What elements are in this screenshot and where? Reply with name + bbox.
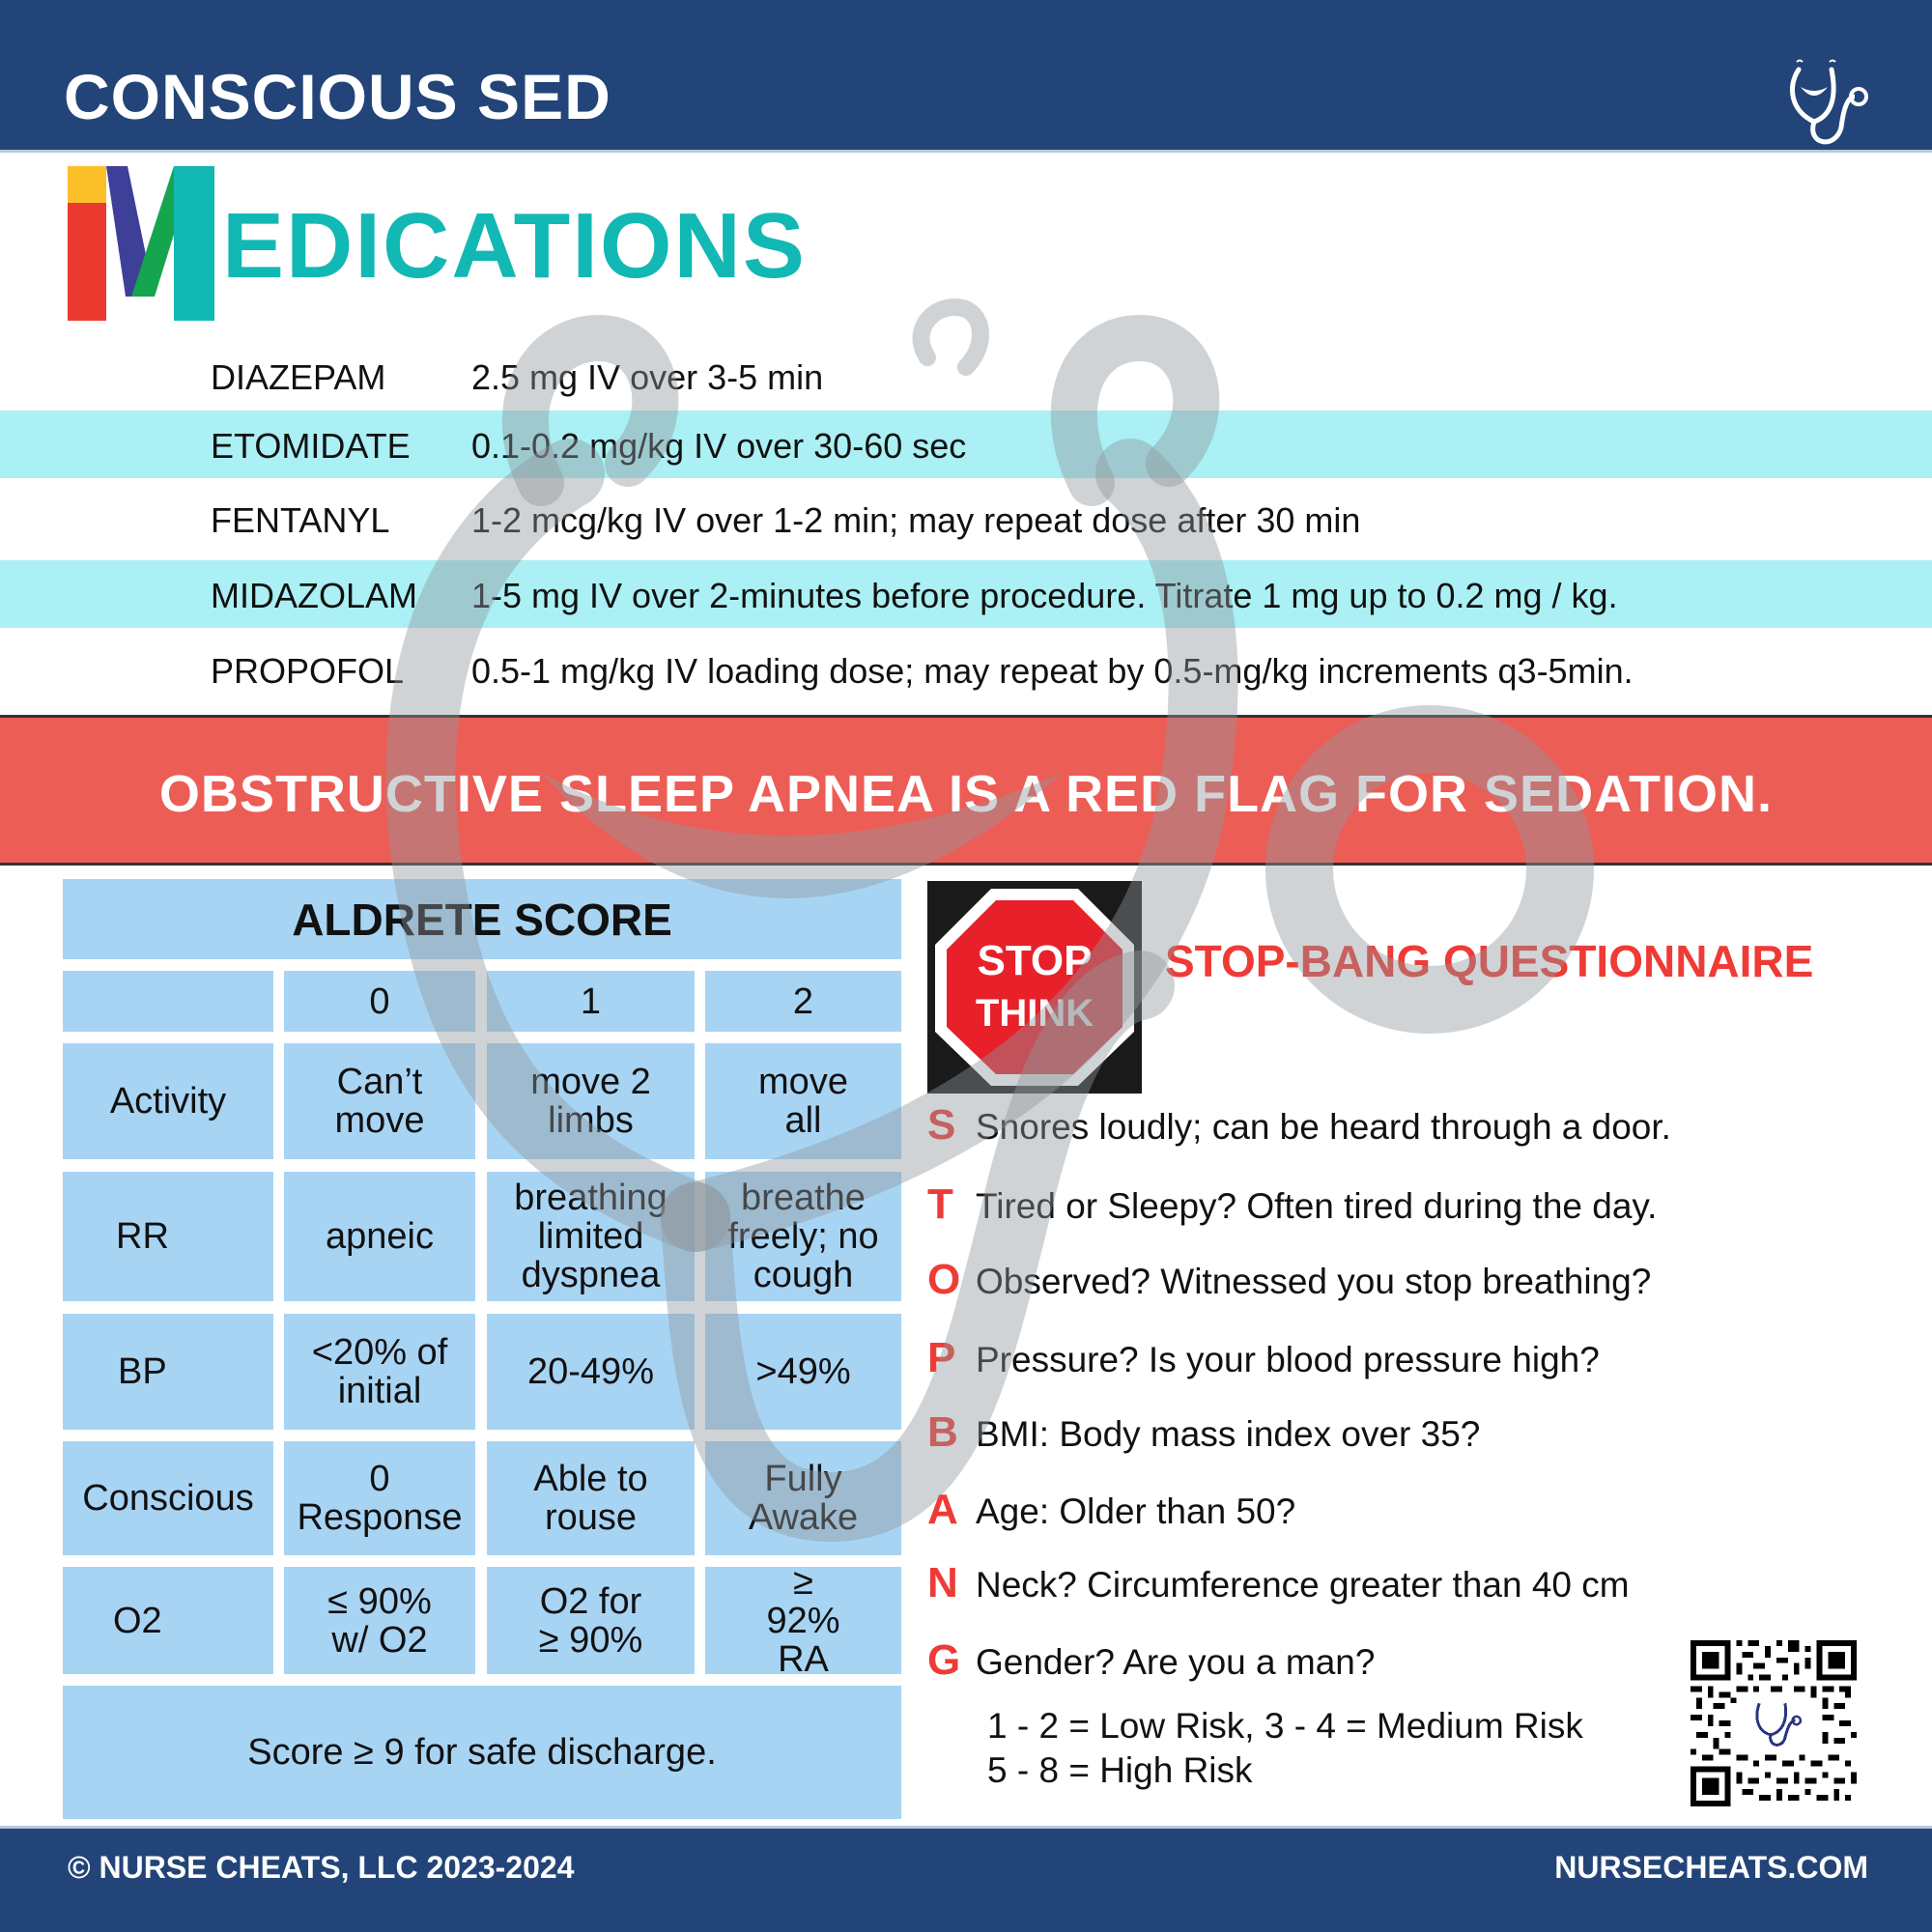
stethoscope-smile-icon bbox=[1787, 58, 1874, 155]
website-link[interactable]: NURSECHEATS.COM bbox=[1554, 1850, 1868, 1885]
aldrete-row-label: Activity bbox=[63, 1043, 273, 1159]
aldrete-discharge-note: Score ≥ 9 for safe discharge. bbox=[63, 1686, 901, 1819]
stop-bang-text: BMI: Body mass index over 35? bbox=[976, 1414, 1481, 1454]
aldrete-row-label: Conscious bbox=[63, 1441, 273, 1555]
aldrete-header-cell: 2 bbox=[705, 971, 901, 1032]
stop-bang-letter: N bbox=[927, 1559, 958, 1606]
aldrete-header-cell: 1 bbox=[487, 971, 695, 1032]
stop-bang-text: Observed? Witnessed you stop breathing? bbox=[976, 1262, 1652, 1301]
medication-name: DIAZEPAM bbox=[211, 357, 386, 397]
aldrete-row-label: O2 bbox=[63, 1567, 273, 1674]
aldrete-title: ALDRETE SCORE bbox=[63, 879, 901, 959]
aldrete-header-cell bbox=[63, 971, 273, 1032]
stop-bang-title: STOP-BANG QUESTIONNAIRE bbox=[1165, 936, 1814, 986]
stop-bang-item bbox=[927, 1636, 1375, 1685]
warning-banner bbox=[0, 715, 1932, 866]
stop-bang-text: Age: Older than 50? bbox=[976, 1492, 1296, 1531]
medication-row bbox=[0, 343, 1932, 411]
risk-scale-line1: 1 - 2 = Low Risk, 3 - 4 = Medium Risk bbox=[987, 1706, 1583, 1746]
aldrete-cell: O2 for ≥ 90% bbox=[487, 1567, 695, 1674]
aldrete-row-label: RR bbox=[63, 1172, 273, 1301]
stop-bang-item bbox=[927, 1256, 1651, 1304]
medication-row bbox=[0, 488, 1932, 555]
medication-dose: 1-2 mcg/kg IV over 1-2 min; may repeat dose after 30 min bbox=[471, 500, 1361, 540]
stop-bang-text: Snores loudly; can be heard through a door. bbox=[976, 1107, 1671, 1147]
aldrete-cell: Able to rouse bbox=[487, 1441, 695, 1555]
stop-think-sign bbox=[927, 881, 1142, 1094]
aldrete-cell: Can’t move bbox=[284, 1043, 475, 1159]
qr-code-icon[interactable] bbox=[1690, 1640, 1857, 1806]
stop-bang-item bbox=[927, 1559, 1630, 1607]
medication-dose: 0.5-1 mg/kg IV loading dose; may repeat by 0.5-mg/kg increments q3-5min. bbox=[471, 651, 1634, 691]
medication-row bbox=[0, 560, 1932, 628]
aldrete-cell: ≥ 92% RA bbox=[705, 1567, 901, 1674]
stop-sign-line1: STOP bbox=[977, 937, 1093, 984]
stop-bang-text: Neck? Circumference greater than 40 cm bbox=[976, 1565, 1630, 1605]
aldrete-cell: breathe freely; no cough bbox=[705, 1172, 901, 1301]
warning-banner-text: OBSTRUCTIVE SLEEP APNEA IS A RED FLAG FOR SEDATION. bbox=[158, 765, 1774, 823]
stop-bang-item bbox=[927, 1334, 1600, 1382]
stop-bang-item bbox=[927, 1180, 1657, 1229]
copyright-text: © NURSE CHEATS, LLC 2023-2024 bbox=[68, 1850, 575, 1885]
stop-sign-icon bbox=[927, 881, 1142, 1094]
aldrete-cell: apneic bbox=[284, 1172, 475, 1301]
medication-dose: 1-5 mg IV over 2-minutes before procedure. Titrate 1 mg up to 0.2 mg / kg. bbox=[471, 576, 1618, 615]
stop-bang-text: Gender? Are you a man? bbox=[976, 1642, 1376, 1682]
stop-bang-text: Tired or Sleepy? Often tired during the day. bbox=[976, 1186, 1658, 1226]
aldrete-cell: 20-49% bbox=[487, 1314, 695, 1430]
stop-bang-letter: B bbox=[927, 1408, 958, 1456]
stop-bang-letter: S bbox=[927, 1101, 956, 1149]
medication-row bbox=[0, 411, 1932, 478]
stop-bang-item bbox=[927, 1101, 1671, 1150]
medication-name: MIDAZOLAM bbox=[211, 576, 418, 615]
medications-title: EDICATIONS bbox=[222, 194, 807, 298]
medication-dose: 2.5 mg IV over 3-5 min bbox=[471, 357, 824, 397]
medication-row bbox=[0, 638, 1932, 705]
header-bar bbox=[0, 0, 1932, 153]
page-title: CONSCIOUS SED bbox=[64, 61, 611, 132]
aldrete-row-label: BP bbox=[63, 1314, 273, 1430]
stop-bang-text: Pressure? Is your blood pressure high? bbox=[976, 1340, 1600, 1379]
medications-m-logo bbox=[68, 166, 214, 321]
aldrete-cell: <20% of initial bbox=[284, 1314, 475, 1430]
aldrete-cell: ≤ 90% w/ O2 bbox=[284, 1567, 475, 1674]
aldrete-cell: 0 Response bbox=[284, 1441, 475, 1555]
stop-bang-letter: A bbox=[927, 1486, 958, 1533]
medication-name: PROPOFOL bbox=[211, 651, 405, 691]
risk-scale-line2: 5 - 8 = High Risk bbox=[987, 1750, 1253, 1790]
stop-bang-letter: T bbox=[927, 1180, 953, 1228]
stop-sign-line2: THINK bbox=[975, 992, 1094, 1035]
aldrete-cell: Fully Awake bbox=[705, 1441, 901, 1555]
stop-bang-letter: G bbox=[927, 1636, 961, 1684]
aldrete-cell: breathing limited dyspnea bbox=[487, 1172, 695, 1301]
stop-bang-item bbox=[927, 1486, 1295, 1534]
medication-name: ETOMIDATE bbox=[211, 426, 411, 466]
aldrete-cell: move 2 limbs bbox=[487, 1043, 695, 1159]
aldrete-header-cell: 0 bbox=[284, 971, 475, 1032]
stop-bang-item bbox=[927, 1408, 1480, 1457]
stop-bang-letter: O bbox=[927, 1256, 961, 1303]
stop-bang-letter: P bbox=[927, 1334, 956, 1381]
medication-name: FENTANYL bbox=[211, 500, 390, 540]
footer-bar bbox=[0, 1826, 1932, 1932]
medication-dose: 0.1-0.2 mg/kg IV over 30-60 sec bbox=[471, 426, 967, 466]
aldrete-cell: move all bbox=[705, 1043, 901, 1159]
aldrete-cell: >49% bbox=[705, 1314, 901, 1430]
